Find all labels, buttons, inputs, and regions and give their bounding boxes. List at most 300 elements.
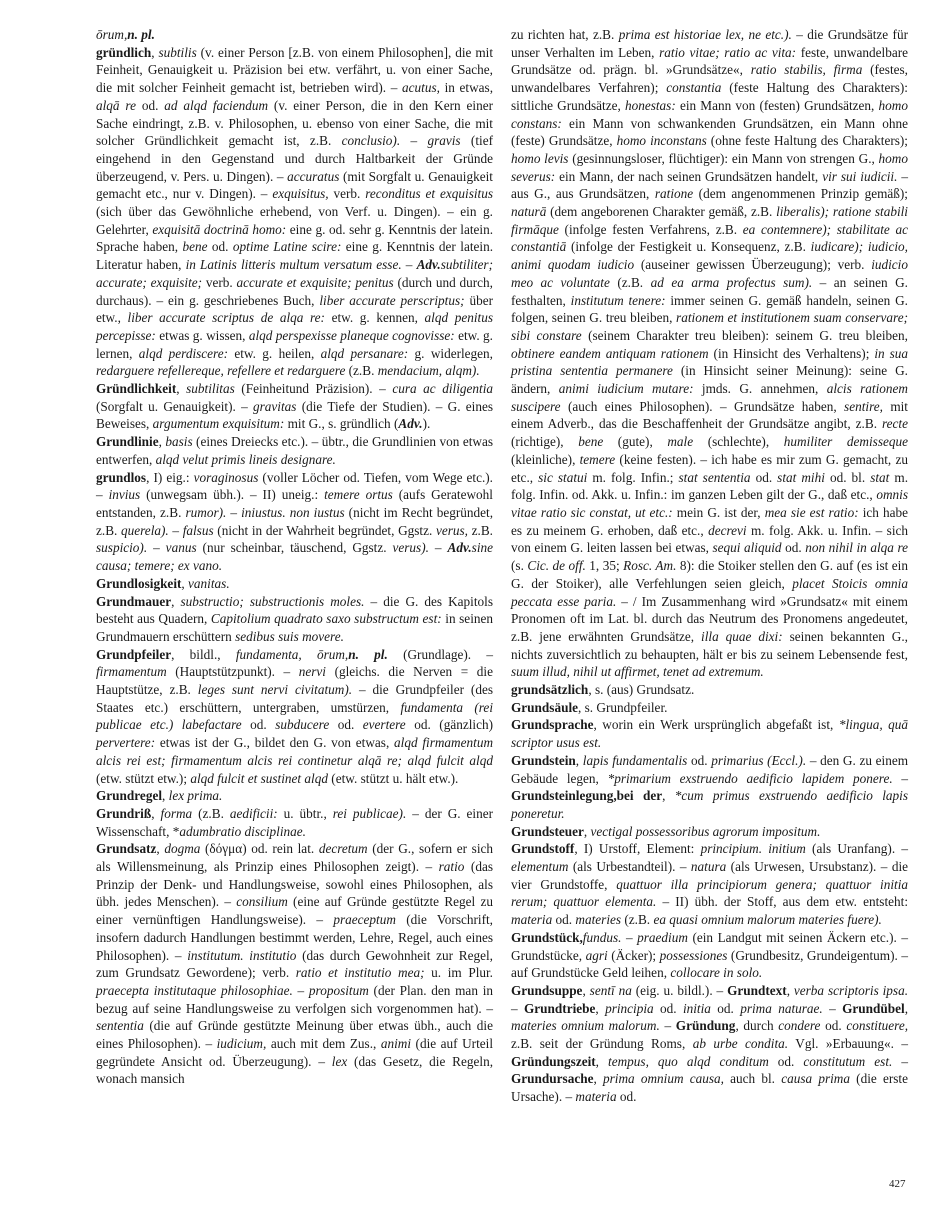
- entry-text: stat mihi: [777, 469, 825, 485]
- entry-text: iudicium,: [216, 1036, 267, 1052]
- entry-text: materies omnium malorum.: [511, 1018, 660, 1034]
- dictionary-entry: [511, 699, 908, 717]
- entry-text: (eig. u. bildl.). –: [631, 982, 728, 998]
- entry-text: z.B.: [467, 522, 493, 538]
- entry-text: materies: [575, 912, 622, 928]
- entry-text: exquisitus,: [272, 186, 329, 202]
- entry-text: substructio; substructionis moles.: [180, 593, 365, 609]
- entry-text: (tief eingehend in den Gegenstand und durch Haltbarkeit der Gründe überzeugend, v. Pers. u. Dingen). –: [96, 133, 493, 184]
- entry-text: od.: [329, 717, 363, 733]
- entry-text: ,: [156, 841, 165, 857]
- entry-text: vir sui iudicii.: [822, 168, 898, 184]
- entry-text: , I) Urstoff, Element:: [574, 841, 701, 857]
- entry-text: (in Hinsicht des Verhaltens);: [708, 345, 875, 361]
- entry-text: mein G. ist der,: [672, 504, 765, 520]
- dictionary-entry: [511, 681, 908, 699]
- entry-headword: ,: [579, 929, 583, 945]
- entry-headword: Grundsteinlegung,bei der: [511, 788, 663, 804]
- entry-text: ea quasi omnium malorum materies fuere).: [653, 912, 882, 928]
- dictionary-entry: [96, 44, 493, 380]
- entry-text: lapis fundamentalis: [582, 752, 688, 768]
- entry-text: ab urbe condita.: [692, 1036, 789, 1052]
- left-column: [96, 26, 493, 1088]
- entry-headword: Grundstoff: [511, 841, 575, 857]
- entry-text: voraginosus: [193, 469, 259, 485]
- entry-text: ad alqd faciendum: [164, 97, 269, 113]
- entry-headword: Grundriß: [96, 805, 152, 821]
- entry-headword: Grundübel: [842, 1000, 905, 1016]
- entry-text: (ohne feste Haltung des Charakters);: [706, 133, 908, 149]
- entry-text: alqd perspexisse planeque cognovisse:: [248, 327, 455, 343]
- entry-text: acutus,: [402, 80, 440, 96]
- entry-text: temere: [579, 451, 616, 467]
- entry-text: consilium: [236, 894, 288, 910]
- entry-text: m. folg. Infin. od. Akk. u. Infin.: im ganzen Leben gilt der G., daß etc.,: [511, 469, 909, 503]
- entry-text: (ein Landgut mit seinen Äckern etc.). – Grundstücke,: [511, 929, 909, 963]
- entry-text: redarguere refellereque, refellere et redarguere: [96, 363, 346, 379]
- entry-text: bene: [578, 434, 604, 450]
- entry-text: ein Mann von (festen) Grundsätzen,: [675, 97, 879, 113]
- entry-text: (als Uranfang). –: [805, 841, 909, 857]
- dictionary-entry: [511, 26, 908, 681]
- entry-text: vanitas.: [188, 575, 230, 591]
- entry-text: vectigal possessoribus agrorum impositum.: [590, 823, 821, 839]
- entry-text: ,: [171, 593, 181, 609]
- entry-text: sentī na: [589, 982, 632, 998]
- entry-text: constantia: [666, 80, 722, 96]
- entry-text: primarius (Eccl.).: [711, 752, 807, 768]
- entry-text: ,: [583, 823, 591, 839]
- entry-text: od.: [552, 912, 576, 928]
- entry-text: (voller Löcher od. Tiefen, vom Wege etc.). –: [96, 469, 493, 503]
- entry-text: sententia: [96, 1018, 144, 1034]
- entry-text: argumentum exquisitum:: [152, 416, 285, 432]
- entry-text: alqd velut primis lineis designare.: [155, 451, 336, 467]
- entry-text: causa prima: [781, 1071, 850, 1087]
- entry-text: mendacium, alqm).: [377, 363, 480, 379]
- dictionary-entry: [96, 805, 493, 840]
- entry-text: Adv.: [416, 257, 441, 273]
- entry-text: subtilitas: [186, 381, 235, 397]
- entry-headword: Grundstück: [511, 929, 580, 945]
- entry-text: ratione: [654, 186, 694, 202]
- dictionary-entry: [511, 716, 908, 751]
- entry-text: homo inconstans: [616, 133, 707, 149]
- entry-text: omnis vitae ratio sic constat, ut etc.:: [511, 487, 908, 520]
- entry-text: (in Hinsicht seiner Meinung): seine G. ändern,: [511, 363, 908, 397]
- entry-text: elementum: [511, 859, 569, 875]
- entry-text: Cic. de off.: [527, 558, 586, 574]
- entry-text: mea sie est ratio:: [764, 504, 859, 520]
- entry-text: temere ortus: [324, 487, 393, 503]
- entry-headword: Gründungszeit: [511, 1053, 596, 1069]
- entry-headword: Grundsprache: [511, 717, 594, 733]
- entry-text: (nicht in der Wahrheit begründet, Ggstz.: [213, 522, 436, 538]
- entry-text: exquisitā doctrinā homo:: [152, 221, 287, 237]
- entry-text: –: [892, 1053, 909, 1069]
- entry-text: immer seinen G. gemäß handeln, seinen G. folgen, seinen G. treu bleiben,: [511, 292, 908, 326]
- entry-text: fundus. – praedium: [582, 929, 688, 945]
- entry-text: ratio vitae; ratio ac vita:: [659, 44, 797, 60]
- entry-text: in seinen Grundmauern erschüttern: [96, 611, 494, 644]
- entry-text: subducere: [275, 717, 330, 733]
- entry-text: , s. (aus) Grundsatz.: [588, 682, 695, 698]
- entry-text: honestas:: [624, 97, 676, 113]
- entry-headword: Gründung: [675, 1018, 736, 1034]
- entry-text: aedificii:: [229, 805, 278, 821]
- entry-text: ein Mann von schwankenden Grundsätzen, ein Mann ohne (feste) Grundsätze,: [511, 115, 908, 149]
- entry-text: jmds. G. annehmen,: [693, 381, 827, 397]
- entry-text: homo severus:: [511, 150, 908, 184]
- entry-text: constitutum est.: [803, 1053, 893, 1069]
- entry-headword: Grundregel: [96, 788, 163, 804]
- entry-text: rationem et institutionem suam conservare; sibi constare: [511, 310, 908, 343]
- entry-text: (gesinnungsloser, flüchtiger): ein Mann von strengen G.,: [568, 150, 879, 166]
- entry-text: (durch und durch, durchaus). – ein g. geschriebenes Buch,: [96, 274, 493, 308]
- entry-text: ,: [595, 1000, 606, 1016]
- entry-text: (feste Haltung des Charakters): sittliche Grundsätze,: [511, 80, 908, 113]
- entry-text: (infolge festen Verfahrens, z.B.: [558, 221, 743, 237]
- right-column: [511, 26, 908, 1106]
- entry-text: od.: [616, 1089, 637, 1105]
- entry-text: subtilis: [158, 44, 197, 60]
- entry-text: rumor). – iniustus. non iustus: [185, 504, 345, 520]
- entry-headword: Grundtriebe: [523, 1000, 596, 1016]
- entry-text: eine g. Kenntnis der latein. Literatur haben,: [96, 239, 494, 273]
- entry-text: lex prima.: [168, 788, 223, 804]
- entry-text: ,: [181, 575, 189, 591]
- entry-text: (Grundlage). –: [387, 646, 493, 662]
- entry-text: (schlechte),: [693, 434, 784, 450]
- entry-text: Vgl. »Erbauung«. –: [788, 1036, 908, 1052]
- entry-text: fundamenta, ōrum,: [235, 646, 349, 662]
- entry-text: (v. einer Person [z.B. von einem Philosophen], die mit Feinheit, Genauigkeit u. Präzision bei etw. verfährt, u. von einer Sache, die mit solcher Feinheit gemacht ist, betrieben wird). –: [96, 44, 493, 96]
- entry-text: (als Urbestandteil). –: [568, 859, 691, 875]
- entry-text: – aus G., aus Grundsätzen,: [511, 168, 909, 202]
- entry-text: nervi: [298, 664, 326, 680]
- entry-text: verba scriptoris ipsa.: [793, 982, 909, 998]
- entry-headword: Grundtext: [727, 982, 787, 998]
- entry-text: etwas g. wissen,: [155, 327, 249, 343]
- entry-text: –: [822, 1000, 843, 1016]
- entry-text: alcis rationem suscipere: [511, 381, 908, 414]
- entry-text: (das Prinzip der Denk- und Handlungsweise, sowohl eines Philosophen, als übh. jedes Menschen). –: [96, 859, 493, 910]
- entry-text: institutum tenere:: [570, 292, 666, 308]
- entry-text: obtinere eandem antiquam rationem: [511, 345, 709, 361]
- entry-text: – den G. zu einem Gebäude legen,: [511, 752, 909, 786]
- entry-text: alqd penitus percepisse:: [96, 310, 493, 343]
- entry-headword: Grundmauer: [96, 593, 172, 609]
- entry-text: die Grundpfeiler (des Staates etc.) erschüttern, untergraben, umstürzen,: [96, 682, 493, 715]
- entry-text: alqd persanare:: [320, 345, 409, 361]
- entry-text: (auseiner gewissen Überzeugung); verb.: [634, 257, 872, 273]
- entry-text: etw. g. lernen,: [96, 327, 493, 361]
- entry-text: natura: [690, 859, 727, 875]
- entry-text: etw. g. heilen,: [228, 345, 321, 361]
- entry-text: m. folg. Infin.;: [587, 469, 679, 485]
- entry-text: materia: [575, 1089, 617, 1105]
- entry-text: prima est historiae lex, ne etc.).: [618, 27, 792, 42]
- dictionary-entry: [511, 752, 908, 823]
- entry-text: (dem angenommenen Prinzip gemäß);: [693, 186, 908, 202]
- entry-text: recte: [882, 416, 908, 432]
- entry-text: – die Grundsätze für unser Verhalten im Leben,: [511, 27, 909, 60]
- entry-headword: Grundstein: [511, 752, 576, 768]
- entry-text: tempus, quo alqd conditum: [608, 1053, 769, 1069]
- entry-text: evertere: [362, 717, 406, 733]
- dictionary-entry: [96, 787, 493, 805]
- dictionary-entry: [511, 982, 908, 1106]
- entry-text: ,: [151, 805, 161, 821]
- entry-text: animi: [380, 1036, 412, 1052]
- entry-text: basis: [165, 434, 193, 450]
- entry-text: ,: [593, 1071, 603, 1087]
- entry-text: ratio: [438, 859, 465, 875]
- entry-text: , durch: [735, 1018, 779, 1034]
- entry-text: condere: [778, 1018, 821, 1034]
- entry-text: (die Tiefe der Studien). – G. eines Beweises,: [96, 398, 493, 432]
- entry-text: materia: [511, 912, 553, 928]
- entry-text: stat sententia: [678, 469, 751, 485]
- entry-text: ich habe es zu meinem G. erhoben, daß etc.,: [511, 504, 908, 538]
- entry-text: , bildl.,: [171, 646, 236, 662]
- entry-text: (Grundbesitz, Grundeigentum). – auf Grundstücke Geld leihen,: [511, 947, 908, 981]
- entry-text: constituere,: [846, 1018, 909, 1034]
- entry-text: ,: [595, 1053, 609, 1069]
- entry-text: (keine festen). – ich habe es mir zum G. gemacht, zu etc.,: [511, 451, 908, 485]
- entry-text: od.: [768, 1053, 804, 1069]
- entry-text: (die erste Ursache). –: [511, 1071, 908, 1105]
- entry-text: accuratus: [287, 168, 340, 184]
- dictionary-entry: [96, 433, 493, 468]
- entry-text: – II) übh. der Stoff, aus dem etw. entsteht:: [656, 894, 909, 910]
- entry-text: eine g. od. sehr g. Kenntnis der latein. Sprache haben,: [96, 221, 494, 255]
- entry-text: Capitolium quadrato saxo substructum est:: [210, 611, 442, 627]
- entry-text: 1, 35;: [585, 558, 624, 574]
- entry-text: zu richten hat, z.B.: [511, 27, 619, 42]
- entry-text: n. pl.: [127, 27, 155, 42]
- entry-text: –: [659, 1018, 676, 1034]
- entry-headword: Grundpfeiler: [96, 646, 172, 662]
- entry-text: *cum primus exstruendo aedificio lapis poneretur.: [511, 788, 909, 821]
- entry-text: (die auf Urteil gegründete Ansicht od. Überzeugung). –: [96, 1036, 493, 1069]
- entry-text: ad ea arma profectus sum).: [650, 274, 813, 290]
- entry-text: firmamentum: [96, 664, 167, 680]
- entry-text: *lingua, quā scriptor usus est.: [511, 717, 908, 751]
- entry-text: feste, unwandelbare Grundsätze od. prägn. bl. »Grundsätze«,: [511, 44, 908, 78]
- entry-text: conclusio). – gravis: [341, 133, 461, 149]
- entry-text: (der Plan. den man in bezug auf seine Handlungsweise zu verfolgen sich vorgenommen hat). –: [96, 982, 493, 1016]
- entry-text: quattuor illa principiorum genera; quattuor initia rerum; quattuor elementa.: [511, 876, 908, 910]
- entry-text: accurate et exquisite; penitus: [236, 274, 394, 290]
- entry-text: praeceptum: [333, 912, 396, 928]
- entry-text: (kleinliche),: [511, 451, 580, 467]
- entry-text: od.: [241, 717, 276, 733]
- entry-text: prima naturae.: [740, 1000, 823, 1016]
- entry-text: –: [892, 770, 909, 786]
- entry-text: sedibus suis movere.: [235, 628, 344, 644]
- entry-text: iudicare); iudicio, animi quodam iudicio: [511, 239, 908, 273]
- entry-text: (etw. stützt etw.);: [96, 770, 191, 786]
- entry-headword: Grundsatz: [96, 841, 157, 857]
- entry-text: pervertere:: [96, 735, 156, 751]
- entry-text: optime Latine scire:: [232, 239, 342, 255]
- entry-headword: Grundlinie: [96, 434, 159, 450]
- entry-headword: Grundsäule: [511, 699, 579, 715]
- entry-text: n. pl.: [348, 646, 388, 662]
- dictionary-entry: [96, 646, 493, 788]
- entry-text: ,: [575, 752, 583, 768]
- entry-text: – an seinen G. festhalten,: [511, 274, 908, 308]
- entry-text: placet Stoicis omnia peccata esse paria.: [511, 575, 908, 609]
- entry-text: –: [511, 1000, 524, 1016]
- entry-text: verus,: [435, 522, 468, 538]
- entry-text: auch mit dem Zus.,: [266, 1036, 381, 1052]
- entry-text: , worin ein Werk ursprünglich abgefaßt ist,: [593, 717, 839, 733]
- entry-text: principia: [605, 1000, 654, 1016]
- entry-text: od. (gänzlich): [405, 717, 493, 733]
- entry-headword: Grundursache: [511, 1071, 594, 1087]
- entry-text: (auch eines Philosophen). – Grundsätze haben,: [560, 398, 845, 414]
- entry-text: (sich über das Gewöhnliche erhebend, von Verf. u. Dingen). – ein g. Gelehrter,: [96, 204, 493, 237]
- entry-text: u. übtr.,: [277, 805, 333, 821]
- entry-text: (als Urwesen, Ursubstanz). – die vier Grundstoffe,: [511, 859, 909, 892]
- entry-text: Adv.: [398, 416, 423, 432]
- entry-text: od.: [820, 1018, 847, 1034]
- dictionary-entry: [96, 380, 493, 433]
- entry-text: institutum. institutio: [187, 947, 297, 963]
- entry-text: homo constans:: [511, 97, 908, 131]
- entry-text: od.: [687, 752, 712, 768]
- entry-text: reconditus et exquisitus: [365, 186, 493, 202]
- entry-text: ea contemnere); stabilitate ac constantiā: [511, 221, 908, 255]
- entry-text: praecepta institutaque philosophiae. – propositum: [96, 982, 369, 998]
- entry-text: male: [667, 434, 694, 450]
- entry-text: auch bl.: [723, 1071, 782, 1087]
- entry-text: liberalis); ratione stabili firmāque: [511, 204, 908, 237]
- entry-text: *primarium exstruendo aedificio lapidem ponere.: [607, 770, 893, 786]
- dictionary-entry: [96, 593, 493, 646]
- dictionary-entry: [511, 823, 908, 841]
- entry-text: od. bl.: [824, 469, 871, 485]
- page-number: 427: [889, 1178, 906, 1190]
- entry-text: verus). –: [392, 540, 442, 556]
- entry-text: – / Im Zusammenhang wird »Grundsatz« mit einem Pronomen oft im Lat. bl. durch das Neutrum des Pronomens angedeutet, z.B. jene erwähnten Grundsätze,: [511, 593, 908, 644]
- entry-text: stat: [870, 469, 890, 485]
- entry-text: in etwas,: [439, 80, 494, 96]
- entry-text: forma: [160, 805, 193, 821]
- entry-text: ,: [162, 788, 169, 804]
- entry-text: ,: [176, 381, 187, 397]
- entry-text: (s.: [511, 558, 528, 574]
- entry-text: fundamenta (rei publicae etc.) labefactare: [96, 699, 493, 733]
- entry-text: (z.B.: [609, 274, 651, 290]
- entry-text: (dem angeborenen Charakter gemäß, z.B.: [546, 204, 777, 220]
- entry-text: (mit Sorgfalt u. Genauigkeit gemacht etc., nur v. Dingen). –: [96, 168, 493, 202]
- entry-headword: Grundsuppe: [511, 982, 583, 998]
- entry-headword: Grundlosigkeit: [96, 575, 182, 591]
- entry-text: (eines Dreiecks etc.). – übtr., die Grundlinien von etwas entwerfen,: [96, 434, 493, 467]
- entry-text: lex: [331, 1053, 348, 1069]
- entry-text: 8): die Stoiker stellen den G. auf (es ist ein G. der Stoiker), alle Verfehlungen seien gleich,: [511, 558, 908, 591]
- entry-text: od.: [781, 540, 806, 556]
- entry-headword: Grundsteuer: [511, 823, 584, 839]
- entry-text: verb.: [328, 186, 366, 202]
- entry-text: (seinem Charakter treu bleiben): seinem G. treu bleiben,: [581, 327, 908, 343]
- entry-text: ,: [158, 434, 166, 450]
- entry-text: prima omnium causa,: [602, 1071, 724, 1087]
- entry-text: (δόγμα) od. rein lat.: [200, 841, 319, 857]
- entry-text: sequi aliquid: [712, 540, 782, 556]
- entry-text: z.B. seit der Gründung Roms,: [511, 1036, 693, 1052]
- entry-text: (Sorgfalt u. Genauigkeit). –: [96, 398, 253, 414]
- entry-text: (die Vorschrift, insofern dadurch Handlungen bestimmt werden, Lehre, Regel, auch eines Philosophen). –: [96, 912, 493, 963]
- entry-text: suum illud, nihil ut affirmet, tenet ad extremum.: [511, 664, 764, 680]
- entry-text: Adv.: [447, 540, 472, 556]
- entry-text: Rosc. Am.: [623, 558, 677, 574]
- dictionary-entry: [96, 26, 493, 44]
- entry-text: od.: [710, 1000, 741, 1016]
- entry-text: collocare in solo.: [670, 965, 763, 981]
- entry-text: leges sunt nervi civitatum). –: [197, 682, 366, 698]
- entry-text: in Latinis litteris multum versatum esse. –: [185, 257, 413, 273]
- entry-text: (festes, unwandelbares Verfahren);: [511, 62, 908, 96]
- entry-text: (etw. stützt u. hält etw.).: [327, 770, 459, 786]
- entry-text: animi iudicium mutare:: [558, 381, 694, 397]
- entry-text: mit einem Adverb., das die Beschaffenheit der Grundsätze angibt, z.B.: [511, 398, 908, 432]
- entry-text: (nur scheinbar, täuschend, Ggstz.: [196, 540, 393, 556]
- entry-text: , I) eig.:: [146, 469, 194, 485]
- entry-text: rei publicae).: [332, 805, 407, 821]
- entry-text: querela). – falsus: [121, 522, 214, 538]
- entry-text: od.: [207, 239, 233, 255]
- entry-text: m. folg. Akk. u. Infin. – sich von einem G. leiten lassen bei etwas,: [511, 522, 909, 556]
- entry-text: naturā: [511, 204, 547, 220]
- entry-text: etw. g. kennen,: [324, 310, 425, 326]
- entry-text: initia: [682, 1000, 711, 1016]
- entry-text: – der G. einer Wissenschaft, *: [96, 805, 494, 839]
- entry-text: (Hauptstützpunkt). –: [166, 664, 299, 680]
- entry-text: od.: [135, 97, 165, 113]
- entry-text: (die auf Gründe gestützte Meinung über etwas übh., auch die eines Philosophen). –: [96, 1018, 493, 1052]
- entry-text: (nicht im Recht begründet, z.B.: [96, 504, 494, 538]
- entry-text: agri: [585, 947, 608, 963]
- entry-text: alqd fulcit et sustinet alqd: [190, 770, 328, 786]
- entry-text: (eine auf Gründe gestützte Regel zu einer vernünftigen Handlungsweise). –: [96, 894, 493, 928]
- entry-text: ,: [582, 982, 590, 998]
- dictionary-entry: [511, 840, 908, 929]
- entry-text: (Feinheitund Präzision). –: [234, 381, 393, 397]
- entry-text: ein Mann, der nach seinen Grundsätzen handelt,: [555, 168, 823, 184]
- entry-text: (z.B.: [621, 912, 654, 928]
- entry-text: g. widerlegen,: [408, 345, 493, 361]
- entry-text: (das Gesetz, die Regeln, wonach mansich: [96, 1053, 494, 1087]
- entry-text: etwas ist der G., bildet den G. von etwas,: [155, 735, 395, 751]
- entry-text: invius: [108, 487, 141, 503]
- entry-text: sic statui: [538, 469, 588, 485]
- entry-text: verb.: [202, 274, 237, 290]
- entry-text: sentire,: [844, 398, 883, 414]
- entry-text: ,: [786, 982, 794, 998]
- entry-headword: Gründlichkeit: [96, 381, 177, 397]
- entry-text: ).: [422, 416, 431, 432]
- entry-text: alqā re: [96, 97, 136, 113]
- entry-text: ratio stabilis, firma: [750, 62, 863, 78]
- entry-headword: grundlos: [96, 469, 147, 485]
- entry-text: cura ac diligentia: [392, 381, 494, 397]
- entry-text: non nihil in alqa re: [805, 540, 909, 556]
- entry-text: od.: [653, 1000, 683, 1016]
